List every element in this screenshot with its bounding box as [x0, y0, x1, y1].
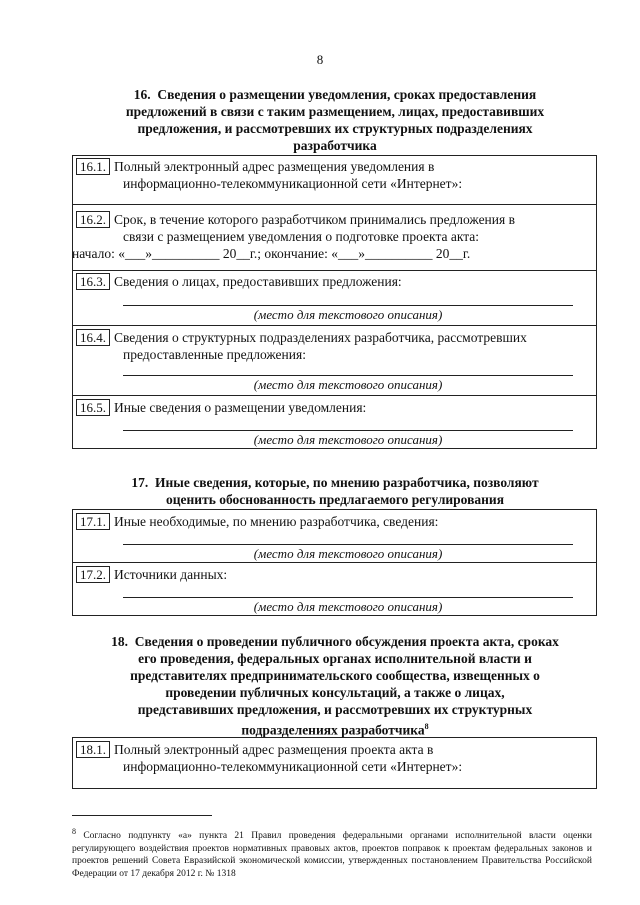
row-divider [72, 325, 597, 326]
item-tag: 16.4. [76, 329, 110, 346]
footnote-text: Согласно подпункту «а» пункта 21 Правил проведения федеральными органами исполнительной власти оценки регулирующего воздействия проектов нормативных правовых актов, проектов поправок к проектам федеральных законов и проектов решений Совета Евразийской экономической комиссии, утвержденных постановлением Правительства Российской Федерации от 17 декабря 2012 г. № 1318 [72, 831, 592, 879]
row-divider [72, 395, 597, 396]
section-17-title-line: оценить обоснованность предлагаемого регулирования [166, 492, 504, 507]
placeholder-text: (место для текстового описания) [253, 432, 443, 447]
item-16-1 [76, 158, 594, 192]
footnote-mark: 8 [72, 827, 76, 836]
item-16-4 [76, 329, 594, 363]
item-text: Иные необходимые, по мнению разработчика, сведения: [114, 514, 439, 529]
section-18-title-line: представивших предложения, и рассмотревших их структурных [137, 702, 533, 717]
placeholder-text: (место для текстового описания) [253, 377, 443, 392]
section-16-title-line: Сведения о размещении уведомления, сроках предоставления [157, 87, 537, 102]
placeholder-text: (место для текстового описания) [253, 546, 443, 561]
section-16-title [100, 86, 570, 154]
answer-line [123, 597, 573, 598]
footnote [72, 826, 592, 880]
section-18-title-line: Сведения о проведении публичного обсуждения проекта акта, сроках [134, 634, 559, 649]
section-18-number: 18. [111, 634, 128, 649]
section-18-title-line: подразделениях разработчика [241, 722, 425, 738]
section-16-title-line: предложения, и рассмотревших их структурных подразделениях [137, 121, 533, 136]
item-16-5 [76, 399, 594, 416]
item-text: предоставленные предложения: [123, 347, 306, 362]
section-18-title [90, 633, 580, 739]
answer-line [123, 544, 573, 545]
item-tag: 16.1. [76, 158, 110, 175]
item-text: Сведения о структурных подразделениях разработчика, рассмотревших [114, 330, 527, 345]
section-16-title-line: разработчика [293, 138, 377, 153]
item-text: Срок, в течение которого разработчиком принимались предложения в [114, 212, 515, 227]
item-text: информационно-телекоммуникационной сети «Интернет»: [123, 176, 463, 191]
placeholder-text: (место для текстового описания) [253, 599, 443, 614]
placeholder-text: (место для текстового описания) [253, 307, 443, 322]
section-16-title-line: предложений в связи с таким размещением, лицах, предоставивших [125, 104, 545, 119]
item-text: Источники данных: [114, 567, 228, 582]
item-text: Полный электронный адрес размещения уведомления в [114, 159, 435, 174]
item-tag: 16.5. [76, 399, 110, 416]
section-18-title-line: проведении публичных консультаций, а также о лицах, [165, 685, 505, 700]
footnote-ref: 8 [424, 722, 429, 731]
item-tag: 18.1. [76, 741, 110, 758]
item-16-3 [76, 273, 594, 290]
item-tag: 17.1. [76, 513, 110, 530]
item-text: информационно-телекоммуникационной сети «Интернет»: [123, 759, 463, 774]
item-text: Иные сведения о размещении уведомления: [114, 400, 367, 415]
item-17-2 [76, 566, 594, 583]
row-divider [72, 562, 597, 563]
section-18-title-line: его проведения, федеральных органах исполнительной власти и [138, 651, 532, 666]
item-18-1 [76, 741, 594, 775]
section-17-number: 17. [131, 475, 149, 490]
answer-line [123, 430, 573, 431]
item-tag: 17.2. [76, 566, 110, 583]
item-16-2 [72, 211, 594, 262]
row-divider [72, 204, 597, 205]
section-17-title [100, 474, 570, 508]
item-text: связи с размещением уведомления о подготовке проекта акта: [123, 229, 480, 244]
section-16-number: 16. [133, 87, 151, 102]
footnote-separator [72, 815, 212, 816]
item-text: Сведения о лицах, предоставивших предложения: [114, 274, 402, 289]
item-tag: 16.2. [76, 211, 110, 228]
item-17-1 [76, 513, 594, 530]
date-range-line: начало: «___»__________ 20__г.; окончание: «___»__________ 20__г. [72, 246, 471, 261]
page-number: 8 [316, 52, 324, 67]
answer-line [123, 375, 573, 376]
answer-line [123, 305, 573, 306]
item-text: Полный электронный адрес размещения проекта акта в [114, 742, 434, 757]
section-17-title-line: Иные сведения, которые, по мнению разработчика, позволяют [155, 475, 539, 490]
section-18-title-line: представителях предпринимательского сообщества, извещенных о [130, 668, 540, 683]
item-tag: 16.3. [76, 273, 110, 290]
row-divider [72, 270, 597, 271]
